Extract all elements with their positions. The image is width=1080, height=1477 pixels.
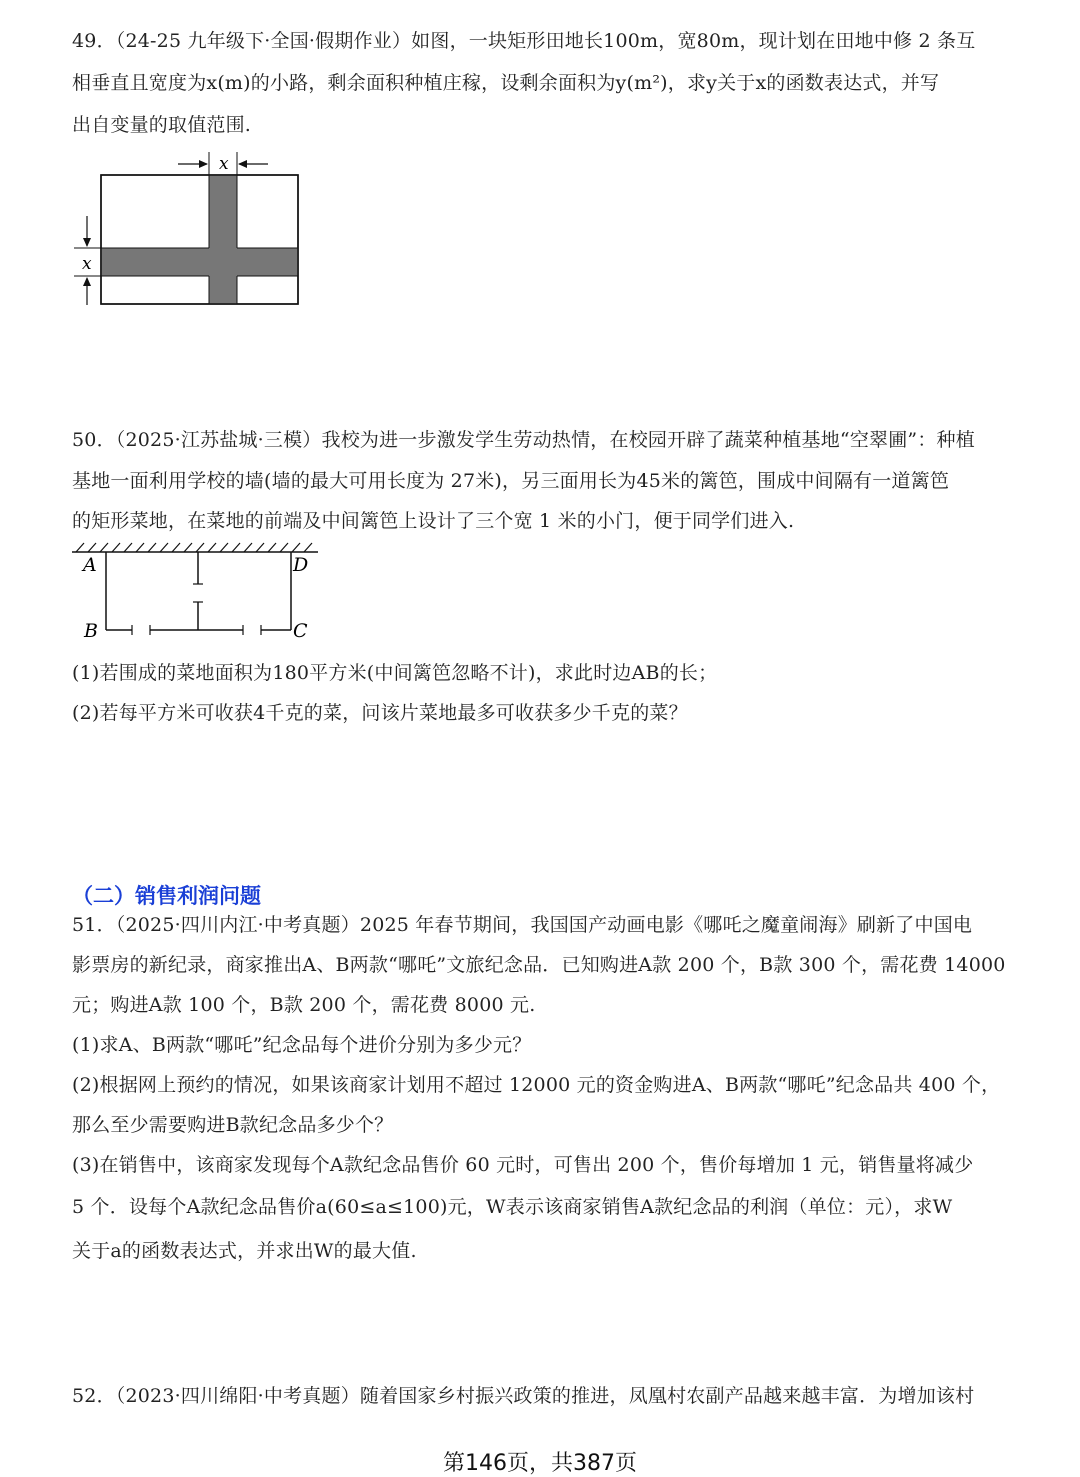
- q49-line-1: 49．（24-25 九年级下·全国·假期作业）如图，一块矩形田地长100m，宽80m，现计划在田地中修 2 条互: [72, 30, 976, 52]
- q50-label-B: B: [84, 620, 98, 642]
- q50-part-2: (2)若每平方米可收获4千克的菜，问该片菜地最多可收获多少千克的菜？: [72, 702, 688, 724]
- q50-part-1: (1)若围成的菜地面积为180平方米(中间篱笆忽略不计)，求此时边AB的长；: [72, 662, 718, 684]
- q49-field-diagram: [70, 150, 310, 310]
- q50-line-3: 的矩形菜地，在菜地的前端及中间篱笆上设计了三个宽 1 米的小门，便于同学们进入.: [72, 510, 795, 532]
- q50-line-1: 50．（2025·江苏盐城·三模）我校为进一步激发学生劳动热情，在校园开辟了蔬菜种植基地“空翠圃”：种植: [72, 429, 975, 451]
- q50-label-C: C: [293, 620, 308, 642]
- q50-line-2: 基地一面利用学校的墙(墙的最大可用长度为 27米)，另三面用长为45米的篱笆，围成中间隔有一道篱笆: [72, 470, 950, 492]
- q50-garden-diagram: [70, 540, 330, 645]
- q49-line-3: 出自变量的取值范围.: [72, 114, 252, 136]
- q50-label-D: D: [293, 554, 309, 576]
- q51-line-1: 51．（2025·四川内江·中考真题）2025 年春节期间，我国国产动画电影《哪吒之魔童闹海》刷新了中国电: [72, 914, 973, 936]
- q51-part-2-cont: 那么至少需要购进B款纪念品多少个？: [72, 1114, 394, 1136]
- q51-part-3-cont-2: 关于a的函数表达式，并求出W的最大值.: [72, 1240, 417, 1262]
- section-title: （二）销售利润问题: [72, 884, 261, 908]
- q50-label-A: A: [83, 554, 97, 576]
- q51-part-1: (1)求A、B两款“哪吒”纪念品每个进价分别为多少元？: [72, 1034, 532, 1056]
- q51-line-2: 影票房的新纪录，商家推出A、B两款“哪吒”文旅纪念品．已知购进A款 200 个，B款 300 个，需花费 14000: [72, 954, 1006, 976]
- q49-line-2: 相垂直且宽度为x(m)的小路，剩余面积种植庄稼，设剩余面积为y(m²)，求y关于x的函数表达式，并写: [72, 72, 940, 94]
- q49-label-top-x: x: [219, 154, 229, 174]
- q51-line-3: 元；购进A款 100 个，B款 200 个，需花费 8000 元.: [72, 994, 536, 1016]
- q52-line-1: 52．（2023·四川绵阳·中考真题）随着国家乡村振兴政策的推进，凤凰村农副产品越来越丰富．为增加该村: [72, 1385, 975, 1407]
- q51-part-2: (2)根据网上预约的情况，如果该商家计划用不超过 12000 元的资金购进A、B两款“哪吒”纪念品共 400 个，: [72, 1074, 1001, 1096]
- q51-part-3: (3)在销售中，该商家发现每个A款纪念品售价 60 元时，可售出 200 个，售价每增加 1 元，销售量将减少: [72, 1154, 974, 1176]
- page-footer: 第146页，共387页: [443, 1451, 637, 1476]
- q51-part-3-cont-1: 5 个．设每个A款纪念品售价a(60≤a≤100)元，W表示该商家销售A款纪念品的利润（单位：元），求W: [72, 1196, 953, 1218]
- q49-label-left-x: x: [82, 254, 92, 274]
